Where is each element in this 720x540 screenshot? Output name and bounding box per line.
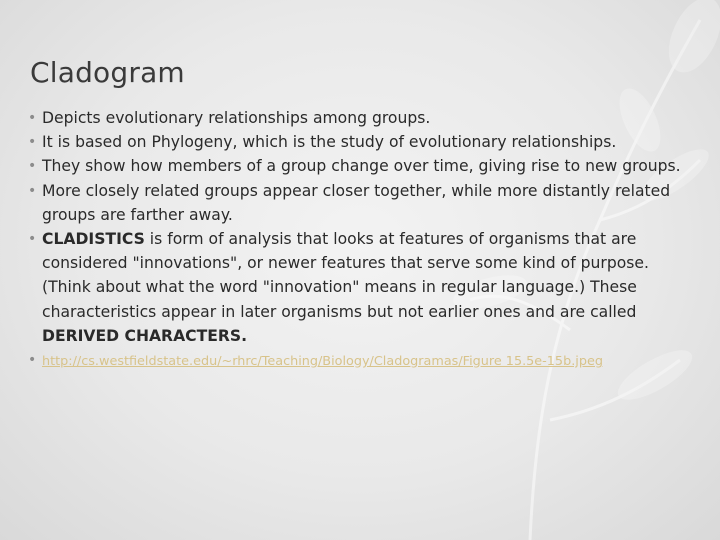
reference-link[interactable]: http://cs.westfieldstate.edu/~rhrc/Teaching/Biology/Cladogramas/Figure 15.5e-15b.jpeg <box>42 354 603 370</box>
bullet-item <box>28 179 698 227</box>
bullet-item <box>28 154 698 178</box>
bullet-dot-icon: • <box>28 182 37 199</box>
bullet-text: It is based on Phylogeny, which is the study of evolutionary relationships. <box>42 133 617 152</box>
bullet-text: Depicts evolutionary relationships among groups. <box>42 109 431 127</box>
bullet-dot-icon: • <box>28 158 37 175</box>
bullet-item <box>28 130 698 154</box>
bullet-dot-icon: • <box>28 110 37 126</box>
derived-characters-term: DERIVED CHARACTERS. <box>42 326 248 345</box>
bullet-list <box>28 106 698 374</box>
slide-title: Cladogram <box>30 56 185 89</box>
bullet-dot-icon: • <box>28 231 37 248</box>
bullet-dot-icon: • <box>28 134 37 151</box>
bullet-text: More closely related groups appear closer together, while more distantly related groups are farther away. <box>42 181 671 224</box>
bullet-text: is form of analysis that looks at features of organisms that are considered "innovations", or newer features that serve some kind of purpose. (Think about what the word "innovation" means in regular language.) These characteristics appear in later organisms but not earlier ones and are called <box>42 230 649 321</box>
bullet-dot-icon: • <box>28 352 37 369</box>
bullet-text: They show how members of a group change over time, giving rise to new groups. <box>42 157 681 176</box>
bullet-item <box>28 227 698 348</box>
bullet-item <box>28 348 698 374</box>
cladistics-term: CLADISTICS <box>42 230 145 249</box>
bullet-item <box>28 106 698 130</box>
